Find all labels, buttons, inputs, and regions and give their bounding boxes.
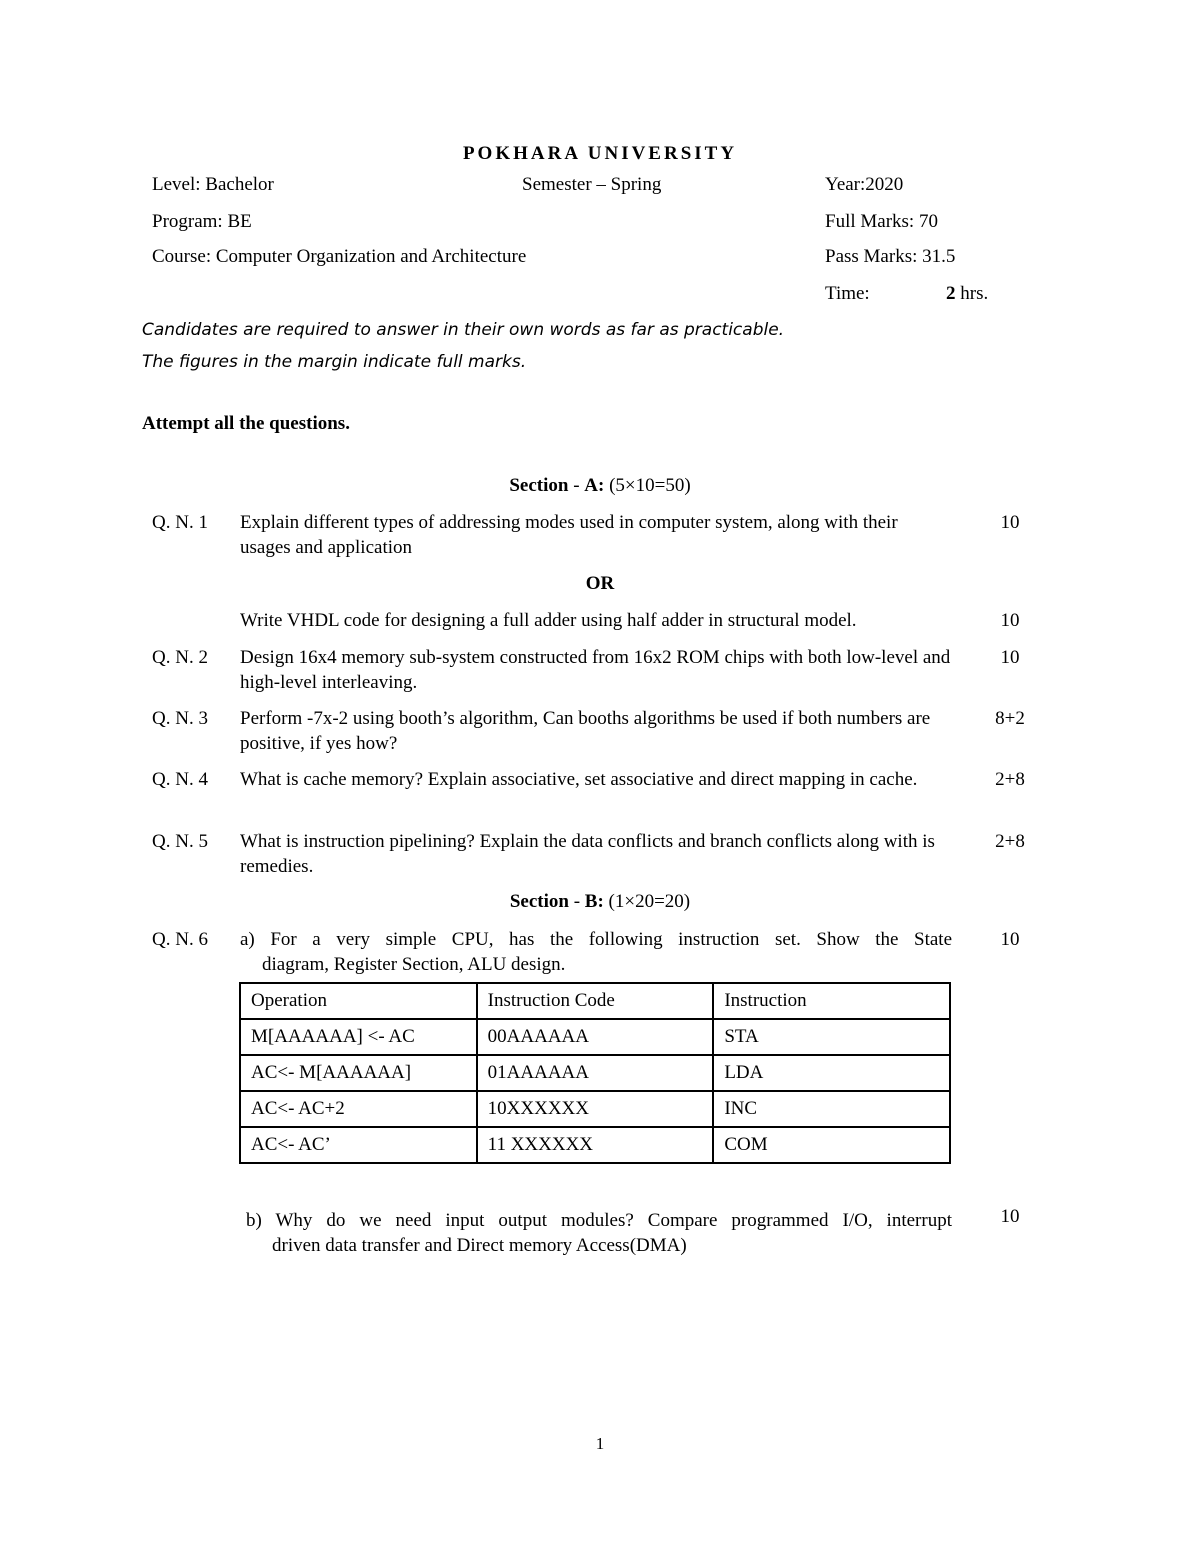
table-cell: 10XXXXXX <box>477 1091 714 1127</box>
table-cell: AC<- M[AAAAAA] <box>240 1055 477 1091</box>
table-cell: LDA <box>713 1055 950 1091</box>
table-cell: STA <box>713 1019 950 1055</box>
table-cell: 00AAAAAA <box>477 1019 714 1055</box>
question-marks: 8+2 <box>995 708 1025 729</box>
question-number: Q. N. 1 <box>152 512 208 533</box>
table-row <box>240 1127 950 1163</box>
attempt-all: Attempt all the questions. <box>142 413 350 434</box>
full-marks-label: Full Marks: 70 <box>825 211 938 232</box>
table-header-cell: Instruction <box>713 983 950 1019</box>
table-cell: M[AAAAAA] <- AC <box>240 1019 477 1055</box>
table-header-row <box>240 983 950 1019</box>
question-text: What is instruction pipelining? Explain the data conflicts and branch conflicts along with is remedies. <box>240 831 935 877</box>
q6-part-b <box>246 1208 952 1258</box>
q6-part-a <box>240 927 952 977</box>
question-marks: 2+8 <box>995 831 1025 852</box>
question-text: What is cache memory? Explain associative, set associative and direct mapping in cache. <box>240 769 918 790</box>
question-marks: 10 <box>1000 512 1020 533</box>
time-hours: 2 <box>946 283 956 304</box>
semester-label: Semester – Spring <box>522 174 662 195</box>
program-label: Program: BE <box>152 211 252 232</box>
instruction-line-2: The figures in the margin indicate full marks. <box>142 352 527 372</box>
or-separator: OR <box>585 573 615 594</box>
table-header-cell: Instruction Code <box>477 983 714 1019</box>
table-cell: COM <box>713 1127 950 1163</box>
q6-part-a-line-2: diagram, Register Section, ALU design. <box>262 954 566 975</box>
q6-part-b-line-1: b) Why do we need input output modules? Compare programmed I/O, interrupt <box>246 1210 952 1231</box>
table-row <box>240 1055 950 1091</box>
q6-part-a-line-1: a) For a very simple CPU, has the following instruction set. Show the State <box>240 929 952 950</box>
section-b-word: Section <box>509 891 569 912</box>
page-number: 1 <box>595 1434 605 1453</box>
table-cell: 11 XXXXXX <box>477 1127 714 1163</box>
time-value <box>946 283 988 305</box>
question-text: Explain different types of addressing modes used in computer system, along with their usages and application <box>240 512 898 558</box>
level-label: Level: Bachelor <box>152 174 274 195</box>
university-title: POKHARA UNIVERSITY <box>462 143 738 164</box>
question-number: Q. N. 2 <box>152 647 208 668</box>
pass-marks-label: Pass Marks: 31.5 <box>825 246 956 267</box>
table-cell: AC<- AC’ <box>240 1127 477 1163</box>
table-cell: INC <box>713 1091 950 1127</box>
q6-part-b-marks: 10 <box>1000 1206 1020 1227</box>
q6-part-a-marks: 10 <box>1000 929 1020 950</box>
section-a-marks: (5×10=50) <box>604 475 691 496</box>
section-a-letter: A: <box>584 475 605 496</box>
question-number: Q. N. 5 <box>152 831 208 852</box>
section-b-marks: (1×20=20) <box>603 891 691 912</box>
section-b-title <box>0 891 1200 913</box>
instruction-line-1: Candidates are required to answer in their own words as far as practicable. <box>142 320 785 340</box>
question-marks: 2+8 <box>995 769 1025 790</box>
year-label: Year:2020 <box>825 174 904 195</box>
table-row <box>240 1019 950 1055</box>
section-a-dash: - <box>568 475 585 496</box>
question-text: Perform -7x-2 using booth’s algorithm, Can booths algorithms be used if both numbers are positive, if yes how? <box>240 708 931 754</box>
question-marks: 10 <box>1000 610 1020 631</box>
table-cell: AC<- AC+2 <box>240 1091 477 1127</box>
section-b-letter: B: <box>584 891 604 912</box>
question-marks: 10 <box>1000 647 1020 668</box>
section-b-dash: - <box>568 891 585 912</box>
table-header-cell: Operation <box>240 983 477 1019</box>
question-text: Write VHDL code for designing a full adder using half adder in structural model. <box>240 610 857 631</box>
table-cell: 01AAAAAA <box>477 1055 714 1091</box>
question-number: Q. N. 3 <box>152 708 208 729</box>
question-number: Q. N. 4 <box>152 769 208 790</box>
section-a-title <box>0 475 1200 497</box>
question-number: Q. N. 6 <box>152 929 208 950</box>
instruction-set-table <box>239 982 951 1164</box>
time-unit: hrs. <box>955 283 989 304</box>
q6-part-b-line-2: driven data transfer and Direct memory Access(DMA) <box>272 1235 687 1256</box>
question-text: Design 16x4 memory sub-system constructed from 16x2 ROM chips with both low-level and high-level interleaving. <box>240 647 951 693</box>
table-row <box>240 1091 950 1127</box>
time-label: Time: <box>825 283 870 304</box>
course-label: Course: Computer Organization and Architecture <box>152 246 527 267</box>
section-a-word: Section <box>509 475 569 496</box>
